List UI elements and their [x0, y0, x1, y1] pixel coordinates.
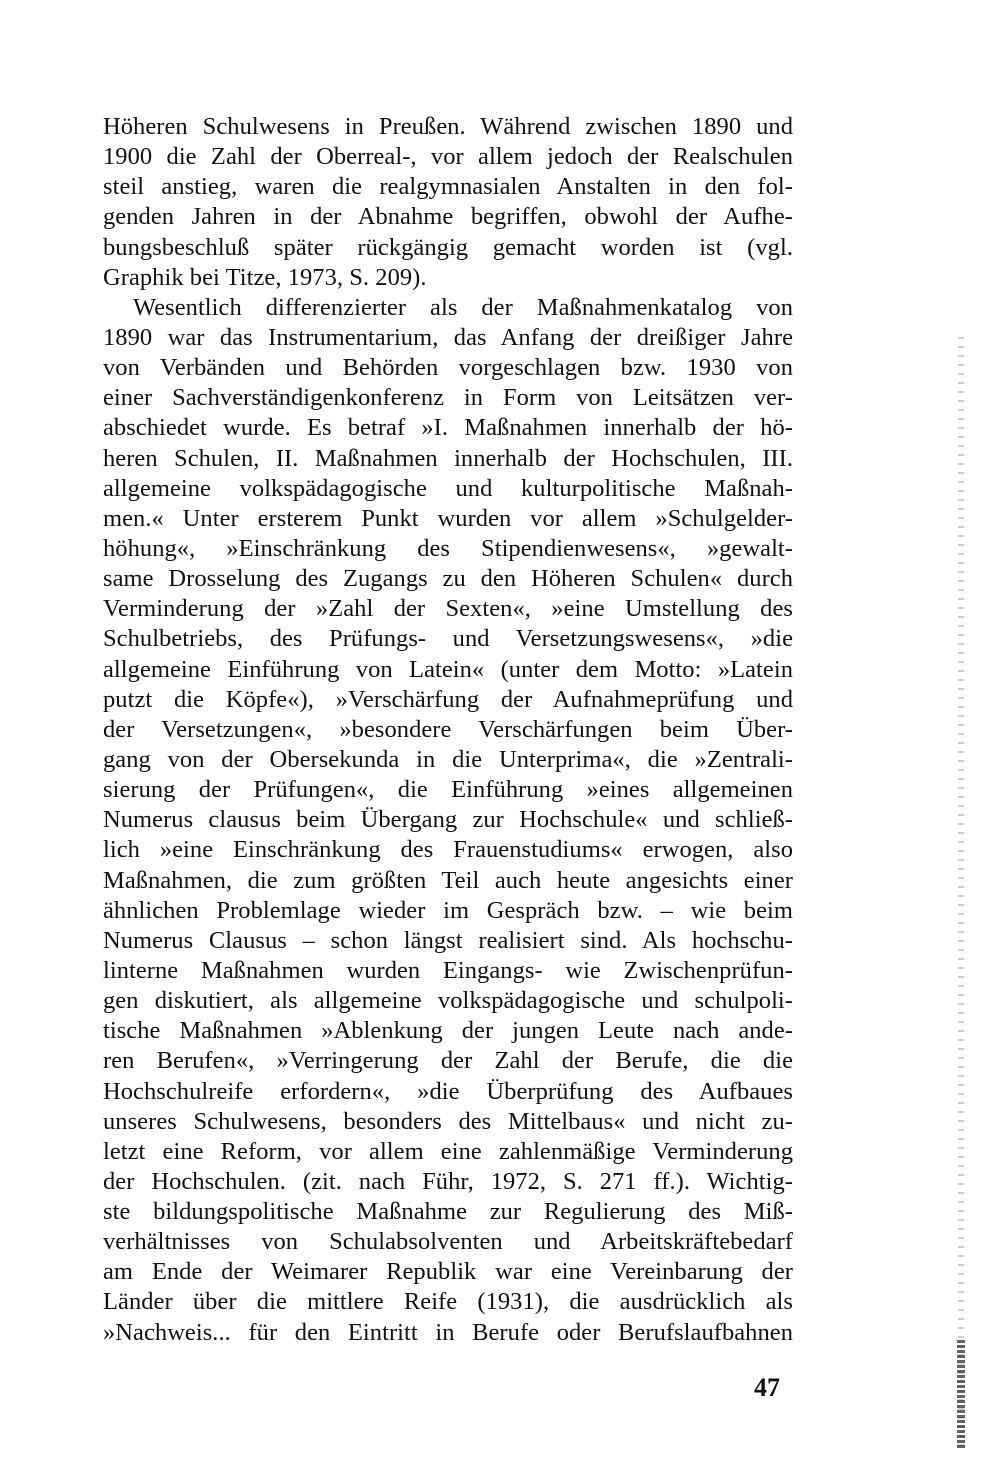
text-line: ähnlichen Problemlage wieder im Gespräch bzw. – wie beim: [103, 896, 793, 924]
text-line: Hochschulreife erfordern«, »die Überprüfung des Aufbaues: [103, 1077, 793, 1105]
text-line: einer Sachverständigenkonferenz in Form von Leitsätzen ver-: [103, 384, 793, 412]
text-line: abschiedet wurde. Es betraf »I. Maßnahmen innerhalb der hö-: [103, 414, 793, 442]
text-line: gang von der Obersekunda in die Unterprima«, die »Zentrali-: [103, 745, 793, 773]
text-line: men.« Unter ersterem Punkt wurden vor allem »Schulgelder-: [103, 504, 793, 532]
text-line: am Ende der Weimarer Republik war eine Vereinbarung der: [103, 1258, 793, 1286]
text-line: ste bildungspolitische Maßnahme zur Regulierung des Miß-: [103, 1198, 793, 1226]
scan-edge-artifact-dark: [957, 1340, 965, 1450]
text-line: allgemeine Einführung von Latein« (unter dem Motto: »Latein: [103, 655, 793, 683]
text-line: 1900 die Zahl der Oberreal-, vor allem jedoch der Realschulen: [103, 143, 793, 171]
text-line: same Drosselung des Zugangs zu den Höheren Schulen« durch: [103, 565, 793, 593]
text-line: ren Berufen«, »Verringerung der Zahl der Berufe, die die: [103, 1047, 793, 1075]
text-line: Numerus clausus beim Übergang zur Hochschule« und schließ-: [103, 806, 793, 834]
text-line: Schulbetriebs, des Prüfungs- und Versetzungswesens«, »die: [103, 625, 793, 653]
page-number: 47: [754, 1373, 780, 1402]
text-line: Länder über die mittlere Reife (1931), die ausdrücklich als: [103, 1288, 793, 1316]
text-line: Verminderung der »Zahl der Sexten«, »eine Umstellung des: [103, 595, 793, 623]
text-line: Wesentlich differenzierter als der Maßnahmenkatalog von: [133, 293, 793, 321]
text-line: sierung der Prüfungen«, die Einführung »eines allgemeinen: [103, 776, 793, 804]
text-line: Höheren Schulwesens in Preußen. Während zwischen 1890 und: [103, 113, 793, 140]
text-line: putzt die Köpfe«), »Verschärfung der Aufnahmeprüfung und: [103, 685, 793, 713]
text-line: gen diskutiert, als allgemeine volkspädagogische und schulpoli-: [103, 987, 793, 1015]
text-line: lich »eine Einschränkung des Frauenstudiums« erwogen, also: [103, 836, 793, 864]
text-line: allgemeine volkspädagogische und kulturpolitische Maßnah-: [103, 474, 793, 502]
text-line: unseres Schulwesens, besonders des Mittelbaus« und nicht zu-: [103, 1107, 793, 1135]
text-line: von Verbänden und Behörden vorgeschlagen bzw. 1930 von: [103, 354, 793, 382]
text-line: höhung«, »Einschränkung des Stipendienwesens«, »gewalt-: [103, 534, 793, 562]
text-line: 1890 war das Instrumentarium, das Anfang der dreißiger Jahre: [103, 323, 793, 351]
text-line: linterne Maßnahmen wurden Eingangs- wie Zwischenprüfun-: [103, 956, 793, 984]
text-line: bungsbeschluß später rückgängig gemacht worden ist (vgl.: [103, 233, 793, 261]
scan-edge-artifact: [958, 330, 964, 1450]
text-line: letzt eine Reform, vor allem eine zahlenmäßige Verminderung: [103, 1137, 793, 1165]
text-line: tische Maßnahmen »Ablenkung der jungen Leute nach ande-: [103, 1017, 793, 1045]
text-line: genden Jahren in der Abnahme begriffen, obwohl der Aufhe-: [103, 203, 793, 231]
text-line: der Versetzungen«, »besondere Verschärfungen beim Über-: [103, 715, 793, 743]
text-line: »Nachweis... für den Eintritt in Berufe oder Berufslaufbahnen: [103, 1318, 793, 1346]
text-line: Graphik bei Titze, 1973, S. 209).: [103, 263, 427, 291]
text-line: der Hochschulen. (zit. nach Führ, 1972, S. 271 ff.). Wichtig-: [103, 1167, 793, 1195]
text-line: steil anstieg, waren die realgymnasialen Anstalten in den fol-: [103, 173, 793, 201]
text-line: Numerus Clausus – schon längst realisiert sind. Als hochschu-: [103, 926, 793, 954]
text-line: Maßnahmen, die zum größten Teil auch heute angesichts einer: [103, 866, 793, 894]
text-line: heren Schulen, II. Maßnahmen innerhalb der Hochschulen, III.: [103, 444, 793, 472]
body-text: [103, 112, 793, 1348]
text-line: verhältnisses von Schulabsolventen und Arbeitskräftebedarf: [103, 1228, 793, 1256]
